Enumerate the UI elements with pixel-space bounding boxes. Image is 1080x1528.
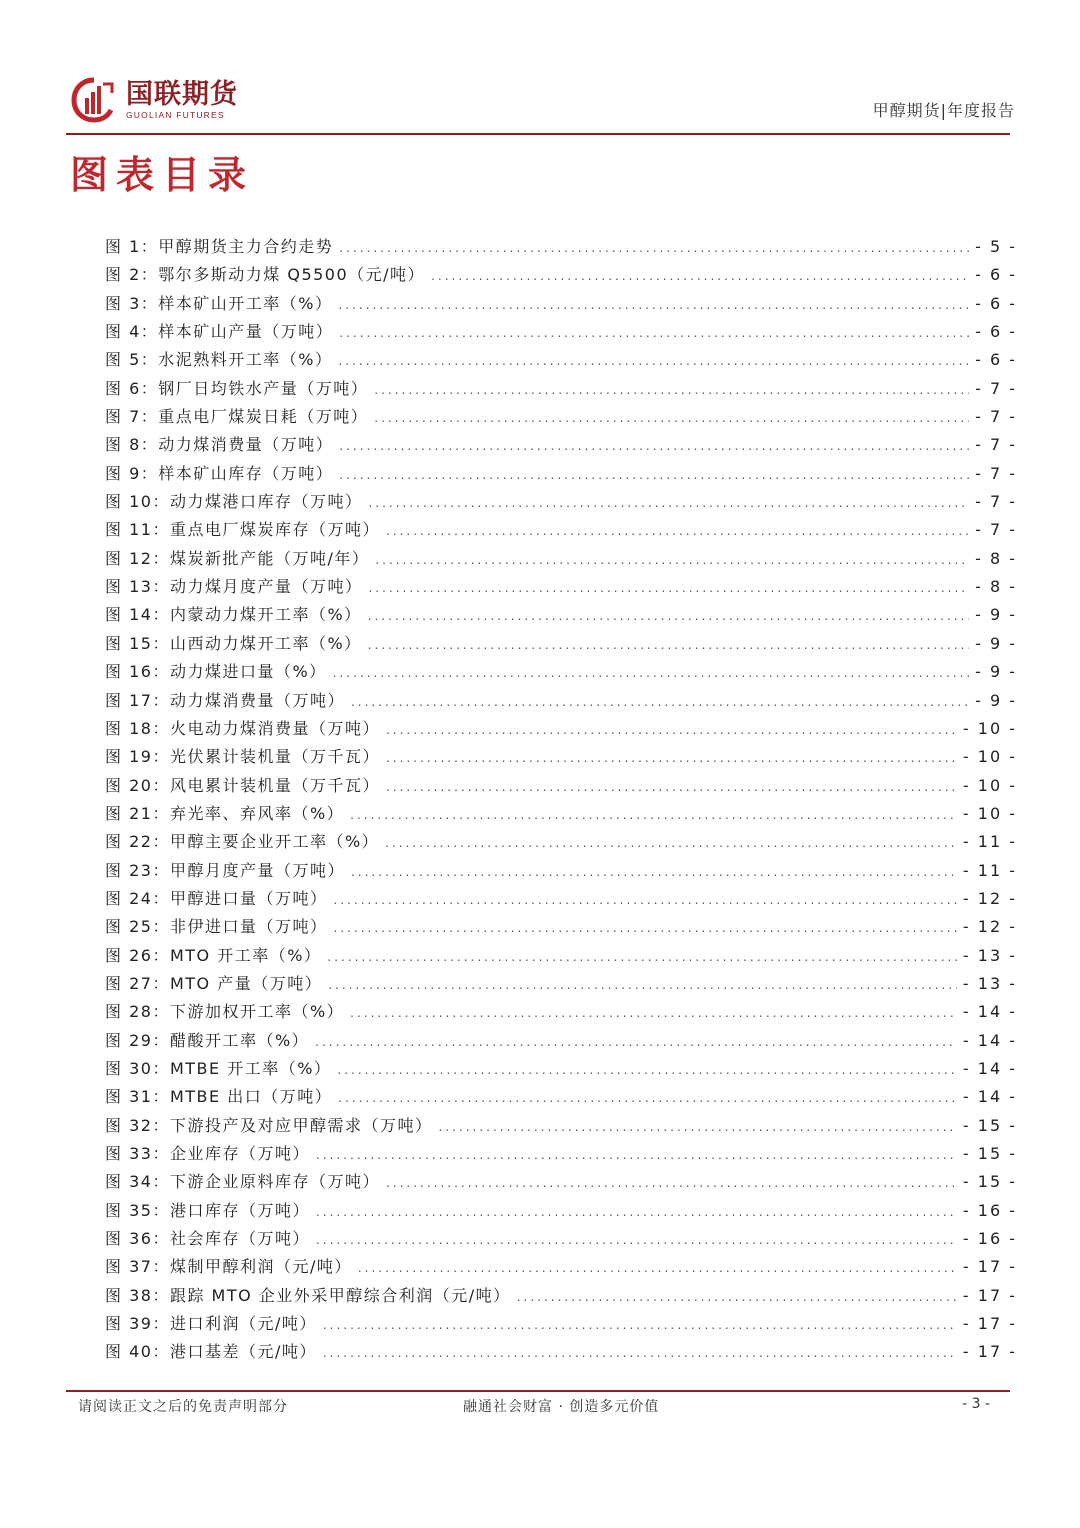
toc-entry-page[interactable]: - 7 - [975,407,1017,427]
toc-leader-dots [338,1091,957,1105]
toc-entry-label[interactable]: 图 28：下游加权开工率（%） [105,1002,345,1022]
toc-entry-label[interactable]: 图 29：醋酸开工率（%） [105,1030,310,1050]
toc-entry[interactable] [105,319,1017,347]
toc-entry[interactable] [105,1283,1017,1311]
toc-entry-page[interactable]: - 15 - [962,1144,1017,1163]
toc-entry-page[interactable]: - 12 - [962,917,1017,937]
logo-text-cn: 国联期货 [126,79,238,110]
toc-entry[interactable] [105,517,1017,545]
toc-leader-dots [315,1035,957,1049]
toc-entry-label[interactable]: 图 37：煤制甲醇利润（元/吨） [105,1257,352,1277]
toc-entry[interactable] [105,1056,1017,1084]
toc-leader-dots [375,553,969,567]
toc-entry-page[interactable]: - 10 - [962,775,1017,795]
toc-entry[interactable] [105,602,1017,630]
toc-entry[interactable] [105,461,1017,489]
toc-entry-label[interactable]: 图 40：港口基差（元/吨） [105,1342,317,1362]
toc-entry-page[interactable]: - 15 - [962,1115,1017,1135]
toc-leader-dots [368,496,969,510]
toc-entry-label[interactable]: 图 4：样本矿山产量（万吨） [105,322,334,342]
toc-entry-label[interactable]: 图 5：水泥熟料开工率（%） [105,350,333,370]
toc-leader-dots [339,326,969,340]
toc-entry[interactable] [105,432,1017,460]
toc-leader-dots [351,695,969,709]
toc-entry[interactable] [105,574,1017,602]
toc-entry[interactable] [105,801,1017,829]
toc-entry-page[interactable]: - 6 - [975,350,1017,370]
toc-entry-page[interactable]: - 6 - [975,265,1017,285]
toc-leader-dots [374,383,969,397]
toc-leader-dots [328,978,957,992]
toc-entry-label[interactable]: 图 13：动力煤月度产量（万吨） [105,577,363,597]
toc-entry[interactable] [105,773,1017,801]
toc-entry-label[interactable]: 图 38：跟踪 MTO 企业外采甲醇综合利润（元/吨） [105,1285,511,1305]
toc-entry[interactable] [105,716,1017,744]
toc-leader-dots [351,865,957,879]
toc-entry[interactable] [105,1141,1017,1169]
toc-entry-label[interactable]: 图 14：内蒙动力煤开工率（%） [105,605,362,625]
toc-entry-page[interactable]: - 7 - [975,378,1017,398]
page-header [70,70,1015,134]
toc-entry-label[interactable]: 图 30：MTBE 开工率（%） [105,1058,332,1078]
toc-entry-page[interactable]: - 8 - [975,577,1017,597]
table-of-figures [105,234,1017,1368]
toc-entry[interactable] [105,1254,1017,1282]
toc-leader-dots [386,524,969,538]
toc-leader-dots [333,666,969,680]
toc-entry-label[interactable]: 图 31：MTBE 出口（万吨） [105,1087,333,1107]
toc-entry-label[interactable]: 图 12：煤炭新批产能（万吨/年） [105,548,370,568]
toc-entry-label[interactable]: 图 35：港口库存（万吨） [105,1200,310,1220]
toc-entry[interactable] [105,404,1017,432]
company-logo [70,76,238,124]
page-number: - 3 - [962,1396,990,1412]
toc-entry-label[interactable]: 图 15：山西动力煤开工率（%） [105,633,362,653]
toc-leader-dots [386,723,957,737]
toc-entry-page[interactable]: - 14 - [962,1002,1017,1022]
toc-leader-dots [368,581,969,595]
toc-entry[interactable] [105,291,1017,319]
toc-leader-dots [327,950,957,964]
toc-entry-label[interactable]: 图 7：重点电厂煤炭日耗（万吨） [105,407,369,427]
logo-text-en: GUOLIAN FUTURES [126,110,225,120]
toc-entry-page[interactable]: - 12 - [962,888,1017,908]
toc-entry-page[interactable]: - 13 - [962,945,1017,965]
toc-entry-label[interactable]: 图 10：动力煤港口库存（万吨） [105,492,363,512]
toc-entry[interactable] [105,376,1017,404]
toc-entry-page[interactable]: - 17 - [962,1314,1017,1334]
toc-leader-dots [368,638,969,652]
toc-entry-page[interactable]: - 7 - [975,463,1017,483]
toc-entry[interactable] [105,1113,1017,1141]
toc-entry-label[interactable]: 图 33：企业库存（万吨） [105,1144,310,1163]
toc-entry[interactable] [105,1339,1017,1367]
toc-entry-page[interactable]: - 15 - [962,1172,1017,1192]
toc-entry-label[interactable]: 图 32：下游投产及对应甲醇需求（万吨） [105,1115,433,1135]
toc-entry[interactable] [105,1226,1017,1254]
toc-entry-label[interactable]: 图 21：弃光率、弃风率（%） [105,803,345,823]
toc-leader-dots [316,1233,957,1247]
toc-entry-label[interactable]: 图 23：甲醇月度产量（万吨） [105,860,345,880]
toc-entry[interactable] [105,688,1017,716]
toc-entry-label[interactable]: 图 3：样本矿山开工率（%） [105,293,333,313]
toc-entry-label[interactable]: 图 39：进口利润（元/吨） [105,1314,317,1334]
toc-leader-dots [386,751,957,765]
toc-leader-dots [316,1148,957,1162]
toc-entry-page[interactable]: - 8 - [975,548,1017,568]
toc-leader-dots [339,439,969,453]
toc-entry[interactable] [105,659,1017,687]
toc-entry[interactable] [105,1311,1017,1339]
toc-entry[interactable] [105,943,1017,971]
toc-entry[interactable] [105,489,1017,517]
toc-entry[interactable] [105,1084,1017,1112]
toc-entry-label[interactable]: 图 6：钢厂日均铁水产量（万吨） [105,378,369,398]
toc-entry-label[interactable]: 图 2：鄂尔多斯动力煤 Q5500（元/吨） [105,265,426,285]
toc-entry[interactable] [105,999,1017,1027]
toc-entry-page[interactable]: - 10 - [962,803,1017,823]
header-divider [66,133,1010,135]
toc-leader-dots [323,1346,957,1360]
toc-entry-page[interactable]: - 16 - [962,1229,1017,1249]
toc-leader-dots [438,1120,956,1134]
toc-leader-dots [431,269,969,283]
toc-entry[interactable] [105,1028,1017,1056]
toc-entry-page[interactable]: - 9 - [975,690,1017,710]
toc-leader-dots [333,921,956,935]
toc-entry[interactable] [105,546,1017,574]
toc-entry-label[interactable]: 图 1：甲醇期货主力合约走势 [105,237,334,256]
toc-entry[interactable] [105,1169,1017,1197]
toc-leader-dots [517,1290,957,1304]
toc-entry[interactable] [105,1198,1017,1226]
toc-entry-page[interactable]: - 10 - [962,747,1017,767]
toc-leader-dots [339,468,969,482]
toc-entry-label[interactable]: 图 24：甲醇进口量（万吨） [105,888,328,908]
toc-leader-dots [333,893,956,907]
toc-leader-dots [350,1006,957,1020]
toc-entry-label[interactable]: 图 25：非伊进口量（万吨） [105,917,328,937]
toc-entry-page[interactable]: - 14 - [962,1087,1017,1107]
toc-entry-label[interactable]: 图 27：MTO 产量（万吨） [105,973,323,993]
toc-leader-dots [358,1261,957,1275]
toc-entry-page[interactable]: - 9 - [975,662,1017,682]
toc-entry-page[interactable]: - 9 - [975,633,1017,653]
toc-entry-page[interactable]: - 5 - [975,237,1017,256]
toc-leader-dots [338,298,969,312]
toc-entry[interactable] [105,914,1017,942]
toc-entry-page[interactable]: - 17 - [962,1285,1017,1305]
toc-entry[interactable] [105,262,1017,290]
toc-leader-dots [386,1176,957,1190]
toc-entry[interactable] [105,744,1017,772]
toc-entry[interactable] [105,971,1017,999]
toc-entry-page[interactable]: - 6 - [975,293,1017,313]
toc-entry-label[interactable]: 图 11：重点电厂煤炭库存（万吨） [105,520,380,540]
toc-entry-label[interactable]: 图 18：火电动力煤消费量（万吨） [105,718,380,738]
page-title: 图表目录 [70,152,255,197]
toc-entry-label[interactable]: 图 20：风电累计装机量（万千瓦） [105,775,380,795]
toc-leader-dots [385,836,957,850]
toc-leader-dots [350,808,957,822]
toc-entry-label[interactable]: 图 22：甲醇主要企业开工率（%） [105,832,380,852]
footer-disclaimer: 请阅读正文之后的免责声明部分 [78,1399,288,1415]
toc-leader-dots [374,411,969,425]
toc-entry-page[interactable]: - 11 - [962,832,1017,852]
toc-entry-page[interactable]: - 9 - [975,605,1017,625]
toc-entry-page[interactable]: - 7 - [975,520,1017,540]
toc-entry-page[interactable]: - 14 - [962,1030,1017,1050]
toc-entry-label[interactable]: 图 9：样本矿山库存（万吨） [105,463,334,483]
toc-entry[interactable] [105,829,1017,857]
toc-entry-label[interactable]: 图 19：光伏累计装机量（万千瓦） [105,747,380,767]
toc-entry-label[interactable]: 图 34：下游企业原料库存（万吨） [105,1172,380,1192]
toc-entry[interactable] [105,886,1017,914]
logo-icon [70,76,118,124]
report-type: 甲醇期货|年度报告 [872,101,1015,120]
toc-leader-dots [337,1063,957,1077]
toc-leader-dots [386,780,957,794]
toc-entry-page[interactable]: - 14 - [962,1058,1017,1078]
toc-leader-dots [338,354,969,368]
toc-entry-page[interactable]: - 17 - [962,1342,1017,1362]
toc-entry-page[interactable]: - 7 - [975,492,1017,512]
toc-entry-page[interactable]: - 10 - [962,718,1017,738]
toc-entry[interactable] [105,631,1017,659]
toc-entry[interactable] [105,347,1017,375]
toc-entry-page[interactable]: - 6 - [975,322,1017,342]
footer-slogan: 融通社会财富 · 创造多元价值 [463,1399,660,1415]
footer-divider [66,1390,1010,1392]
toc-entry[interactable] [105,858,1017,886]
toc-leader-dots [368,609,969,623]
toc-entry-label[interactable]: 图 36：社会库存（万吨） [105,1229,310,1249]
toc-entry-page[interactable]: - 11 - [962,860,1017,880]
toc-entry-page[interactable]: - 16 - [962,1200,1017,1220]
toc-entry-label[interactable]: 图 26：MTO 开工率（%） [105,945,322,965]
toc-entry-page[interactable]: - 7 - [975,435,1017,455]
toc-leader-dots [339,241,969,255]
toc-entry-label[interactable]: 图 8：动力煤消费量（万吨） [105,435,334,455]
toc-entry[interactable] [105,234,1017,262]
toc-entry-page[interactable]: - 17 - [962,1257,1017,1277]
toc-entry-label[interactable]: 图 17：动力煤消费量（万吨） [105,690,345,710]
toc-leader-dots [323,1318,957,1332]
toc-entry-page[interactable]: - 13 - [962,973,1017,993]
toc-entry-label[interactable]: 图 16：动力煤进口量（%） [105,662,327,682]
toc-leader-dots [316,1205,957,1219]
